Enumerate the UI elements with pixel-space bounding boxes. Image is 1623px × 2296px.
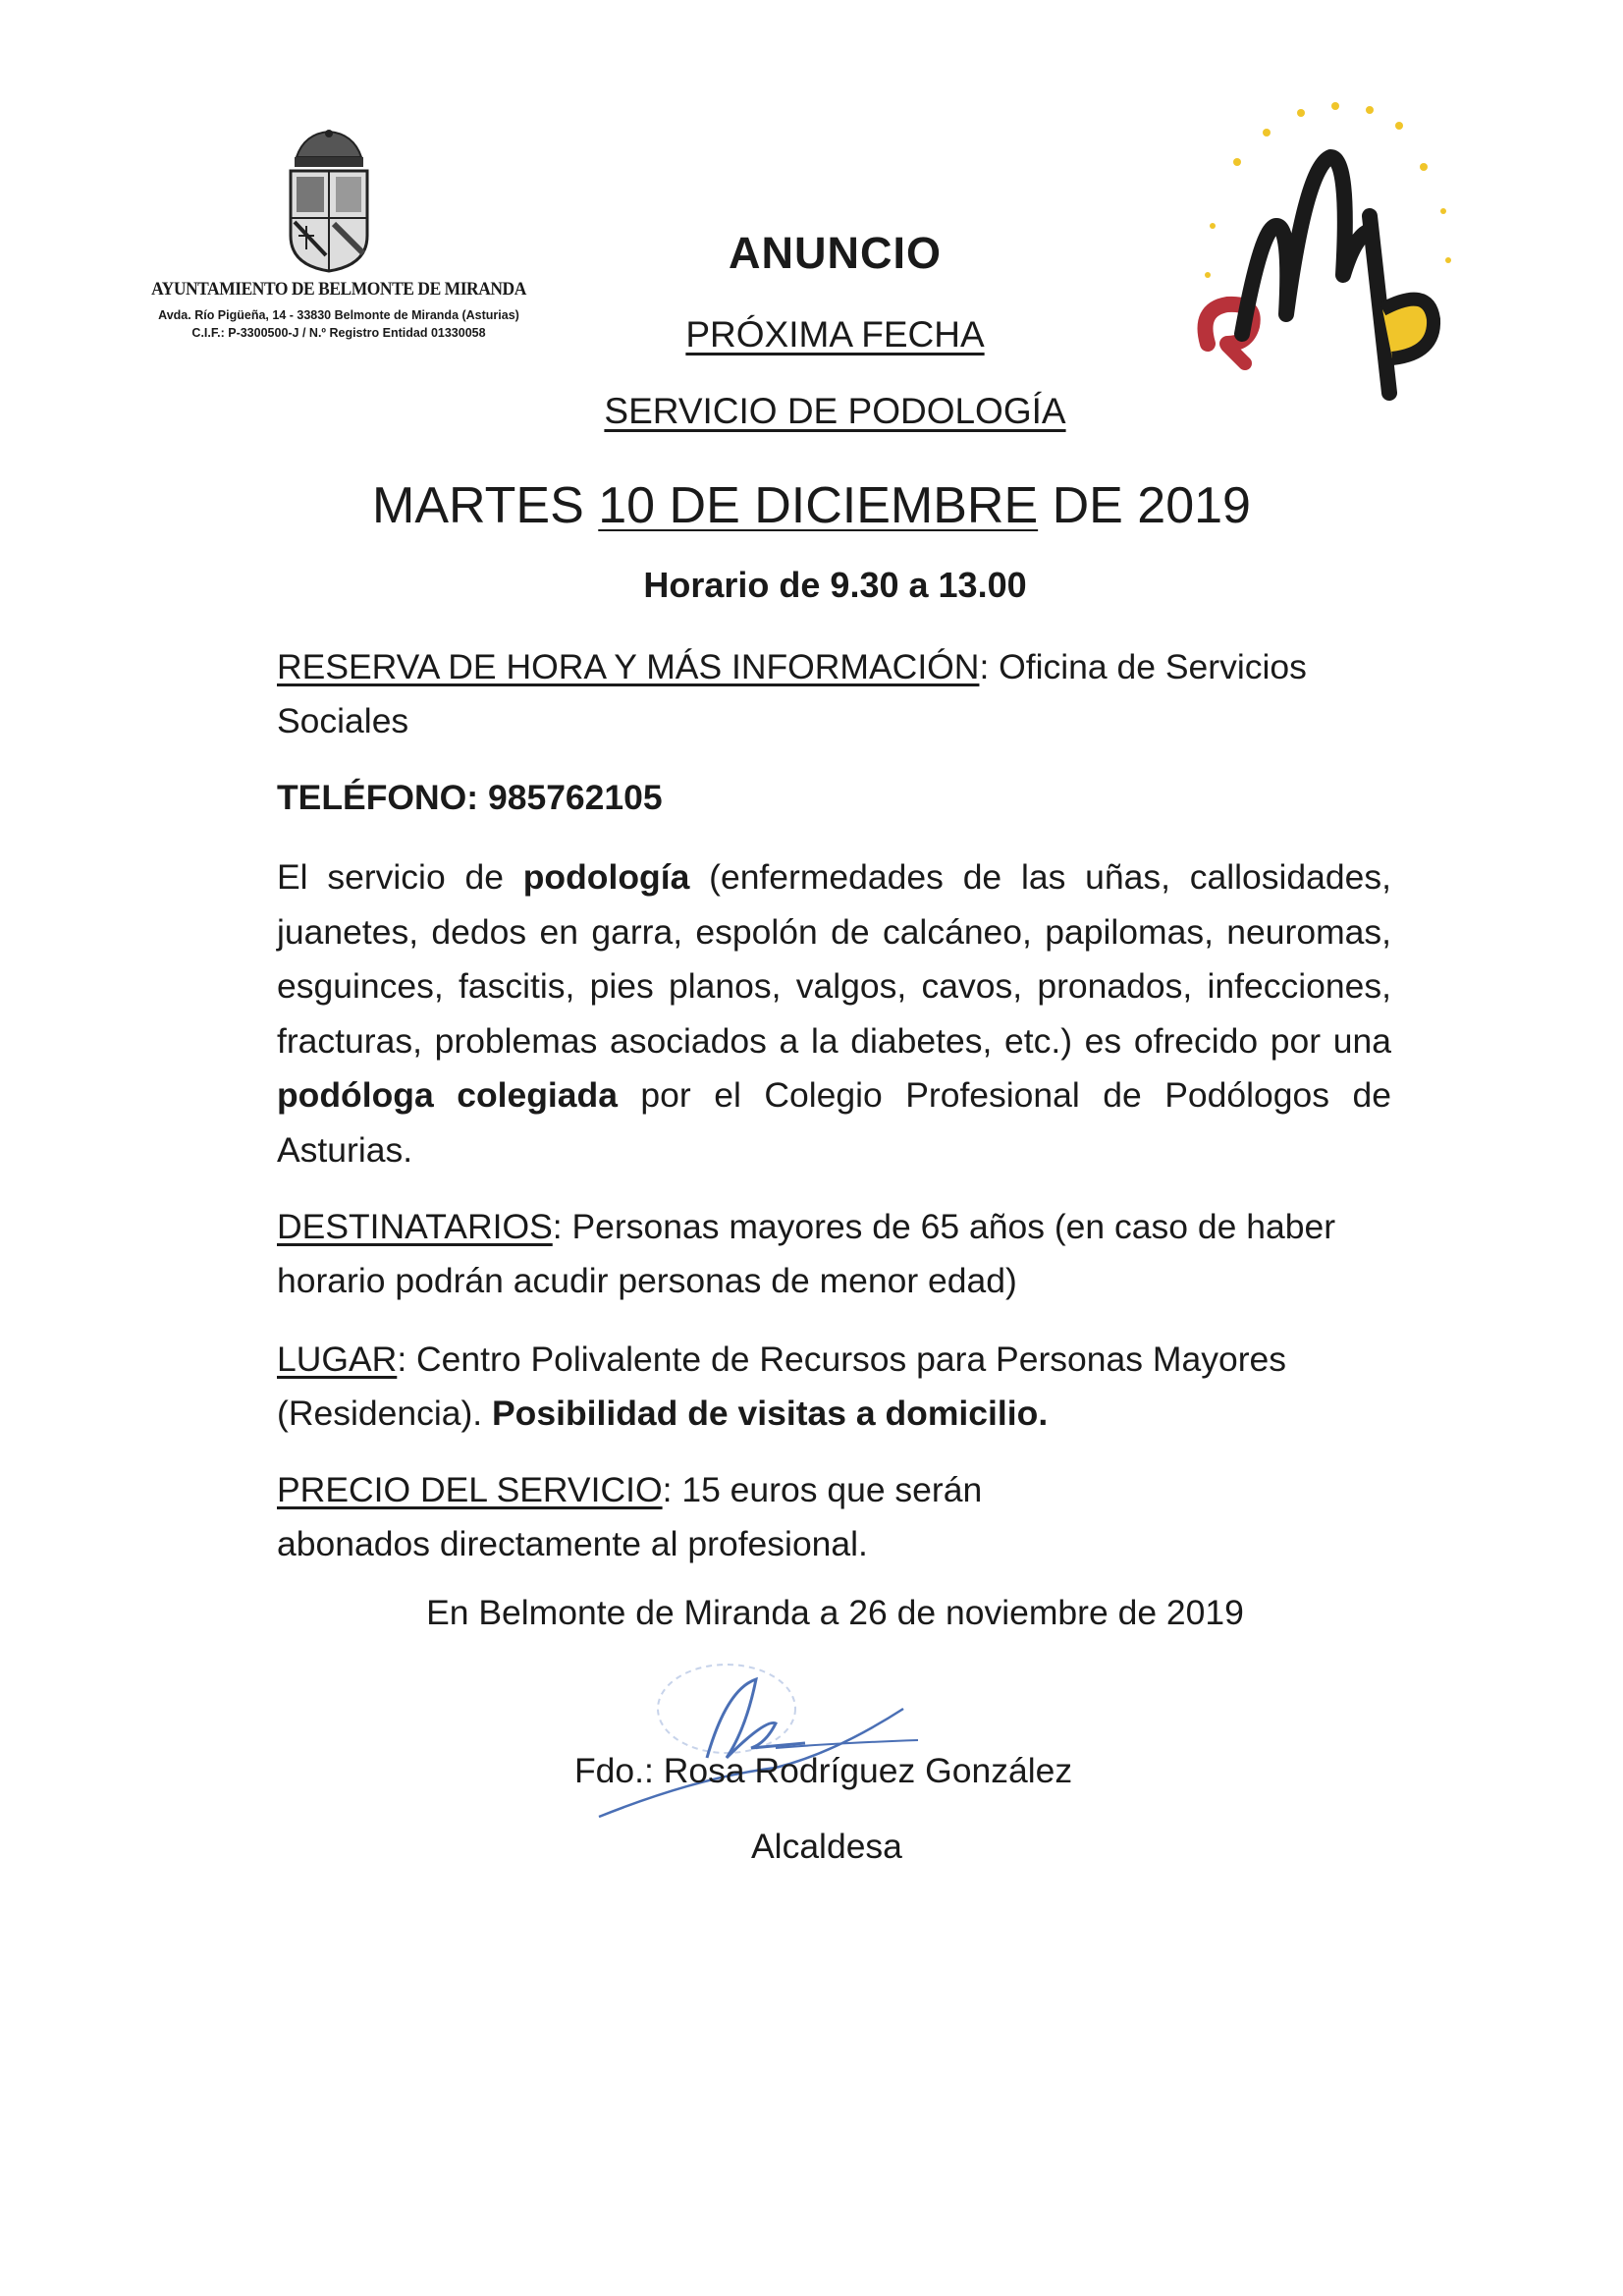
signatory: Fdo.: Rosa Rodríguez González <box>574 1751 1073 1790</box>
municipality-cif: C.I.F.: P-3300500-J / N.º Registro Entidad 01330058 <box>191 326 486 340</box>
notice-subtitle-service: SERVICIO DE PODOLOGÍA <box>604 391 1066 431</box>
place-and-date: En Belmonte de Miranda a 26 de noviembre de 2019 <box>426 1593 1244 1632</box>
service-description: El servicio de podología (enfermedades de las uñas, callosidades, juanetes, dedos en garra, espolón de calcáneo, papilomas, neuromas, esguinces, fascitis, pies planos, valgos, cavos, pronados, infecciones, fracturas, problemas asociados a la diabetes, etc.) es ofrecido por una podóloga colegiada por el Colegio Profesional de Podólogos de Asturias. <box>277 857 1391 1170</box>
booking-info: RESERVA DE HORA Y MÁS INFORMACIÓN: Oficina de Servicios Sociales <box>277 647 1307 740</box>
event-date: MARTES 10 DE DICIEMBRE DE 2019 <box>372 477 1251 534</box>
recipients-info: DESTINATARIOS: Personas mayores de 65 años (en caso de haber horario podrán acudir personas de menor edad) <box>277 1207 1336 1300</box>
location-info: LUGAR: Centro Polivalente de Recursos para Personas Mayores (Residencia). Posibilidad de visitas a domicilio. <box>277 1339 1287 1433</box>
municipality-name: AYUNTAMIENTO DE BELMONTE DE MIRANDA <box>151 279 526 300</box>
phone-number: TELÉFONO: 985762105 <box>277 778 663 817</box>
notice-subtitle-next-date: PRÓXIMA FECHA <box>685 314 985 355</box>
municipality-address: Avda. Río Pigüeña, 14 - 33830 Belmonte de Miranda (Asturias) <box>158 308 519 322</box>
schedule: Horario de 9.30 a 13.00 <box>643 565 1027 605</box>
handwritten-signature-icon <box>579 1650 933 1827</box>
price-info: PRECIO DEL SERVICIO: 15 euros que serán abonados directamente al profesional. <box>277 1470 983 1563</box>
notice-title: ANUNCIO <box>729 228 942 278</box>
signatory-position: Alcaldesa <box>751 1827 902 1866</box>
